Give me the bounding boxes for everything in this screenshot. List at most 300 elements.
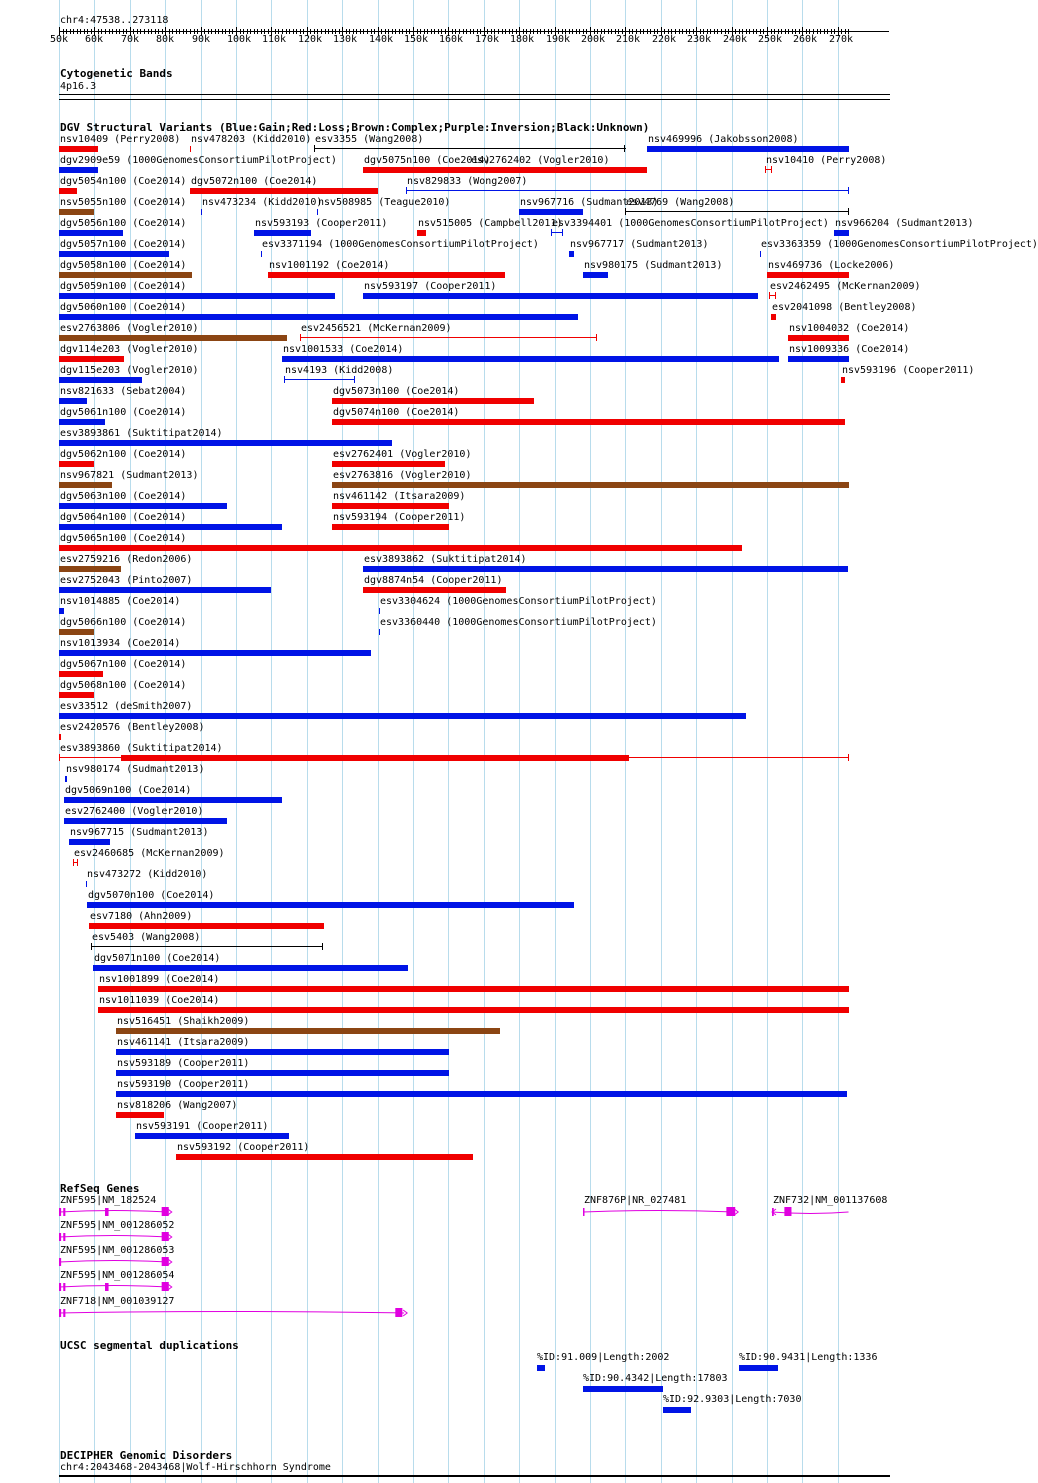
dgv-variant-bar[interactable] bbox=[87, 902, 574, 908]
dgv-variant-end-tick bbox=[624, 145, 625, 152]
dgv-variant-label[interactable]: nsv10410 (Perry2008) bbox=[766, 155, 887, 166]
dgv-variant-label[interactable]: nsv5055n100 (Coe2014) bbox=[60, 197, 187, 208]
dgv-variant-bar[interactable] bbox=[59, 503, 227, 509]
dgv-variant-label[interactable]: dgv5056n100 (Coe2014) bbox=[60, 218, 187, 229]
dgv-variant-bar[interactable] bbox=[116, 1091, 847, 1097]
ruler-minor-tick bbox=[399, 29, 400, 34]
dgv-variant-label[interactable]: nsv593189 (Cooper2011) bbox=[117, 1058, 250, 1069]
dgv-variant-bar[interactable] bbox=[583, 272, 608, 278]
segdup-label[interactable]: %ID:90.9431|Length:1336 bbox=[739, 1352, 878, 1363]
dgv-variant-label[interactable]: nsv469996 (Jakobsson2008) bbox=[648, 134, 799, 145]
ruler-minor-tick bbox=[296, 29, 297, 34]
ruler-minor-tick bbox=[293, 29, 294, 34]
dgv-variant-label[interactable]: dgv114e203 (Vogler2010) bbox=[60, 344, 199, 355]
dgv-variant-end-tick bbox=[91, 943, 92, 950]
ruler-tick-label: 230k bbox=[687, 34, 712, 45]
dgv-variant-tick[interactable] bbox=[760, 251, 761, 257]
ruler-minor-tick bbox=[466, 29, 467, 34]
dgv-variant-label[interactable]: nsv515005 (Campbell2011) bbox=[418, 218, 563, 229]
dgv-variant-tick[interactable] bbox=[261, 251, 262, 257]
dgv-variant-label[interactable]: esv2763806 (Vogler2010) bbox=[60, 323, 199, 334]
dgv-variant-bar[interactable] bbox=[332, 524, 449, 530]
ruler-tick-label: 270k bbox=[829, 34, 854, 45]
gene-model[interactable] bbox=[59, 1281, 175, 1293]
dgv-variant-bar[interactable] bbox=[59, 209, 94, 215]
dgv-variant-label[interactable]: nsv508985 (Teague2010) bbox=[318, 197, 451, 208]
dgv-variant-label[interactable]: esv3360440 (1000GenomesConsortiumPilotProject) bbox=[380, 617, 657, 628]
dgv-variant-bar[interactable] bbox=[788, 356, 849, 362]
gene-model[interactable] bbox=[59, 1231, 175, 1243]
ruler-minor-tick bbox=[817, 29, 818, 34]
dgv-variant-label[interactable]: dgv5061n100 (Coe2014) bbox=[60, 407, 187, 418]
dgv-variant-label[interactable]: esv2462495 (McKernan2009) bbox=[770, 281, 921, 292]
dgv-variant-tick[interactable] bbox=[317, 209, 318, 215]
ruler-tick-label: 70k bbox=[121, 34, 140, 45]
ruler-minor-tick bbox=[749, 29, 750, 34]
gene-label[interactable]: ZNF595|NM_001286053 bbox=[60, 1245, 175, 1256]
ruler-minor-tick bbox=[70, 29, 71, 34]
dgv-variant-label[interactable]: dgv5074n100 (Coe2014) bbox=[333, 407, 460, 418]
ruler-minor-tick bbox=[183, 29, 184, 34]
dgv-variant-label[interactable]: esv3893860 (Suktitipat2014) bbox=[60, 743, 223, 754]
dgv-variant-bar[interactable] bbox=[59, 419, 105, 425]
decipher-track-title: DECIPHER Genomic Disorders bbox=[60, 1449, 233, 1462]
ruler-tick-label: 260k bbox=[793, 34, 818, 45]
dgv-variant-bar[interactable] bbox=[363, 293, 758, 299]
dgv-variant-bar[interactable] bbox=[59, 650, 371, 656]
dgv-variant-bar[interactable] bbox=[254, 230, 311, 236]
dgv-variant-label[interactable]: nsv980174 (Sudmant2013) bbox=[66, 764, 205, 775]
ruler-minor-tick bbox=[820, 29, 821, 34]
segdup-label[interactable]: %ID:91.009|Length:2002 bbox=[537, 1352, 670, 1363]
dgv-variant-label[interactable]: nsv966204 (Sudmant2013) bbox=[835, 218, 974, 229]
dgv-variant-label[interactable]: esv2762402 (Vogler2010) bbox=[471, 155, 610, 166]
dgv-variant-label[interactable]: dgv5072n100 (Coe2014) bbox=[191, 176, 318, 187]
dgv-variant-end-tick bbox=[406, 187, 407, 194]
dgv-variant-label[interactable]: nsv593191 (Cooper2011) bbox=[136, 1121, 269, 1132]
dgv-variant-label[interactable]: dgv5065n100 (Coe2014) bbox=[60, 533, 187, 544]
dgv-variant-label[interactable]: esv3893862 (Suktitipat2014) bbox=[364, 554, 527, 565]
dgv-variant-tick[interactable] bbox=[86, 881, 87, 887]
ruler-minor-tick bbox=[643, 29, 644, 34]
dgv-variant-label[interactable]: esv4769 (Wang2008) bbox=[626, 197, 735, 208]
ruler-tick-label: 200k bbox=[581, 34, 606, 45]
dgv-variant-bar[interactable] bbox=[59, 461, 94, 467]
decipher-item-label[interactable]: chr4:2043468-2043468|Wolf-Hirschhorn Syndrome bbox=[60, 1462, 331, 1473]
dgv-variant-label[interactable]: dgv5068n100 (Coe2014) bbox=[60, 680, 187, 691]
ruler-minor-tick bbox=[788, 29, 789, 34]
ruler-tick-label: 140k bbox=[369, 34, 394, 45]
cytoband-separator-top bbox=[59, 94, 890, 95]
dgv-variant-label[interactable]: nsv473234 (Kidd2010) bbox=[202, 197, 323, 208]
dgv-variant-bar[interactable] bbox=[59, 146, 98, 152]
dgv-variant-label[interactable]: nsv461142 (Itsara2009) bbox=[333, 491, 466, 502]
dgv-track-title: DGV Structural Variants (Blue:Gain;Red:Loss;Brown:Complex;Purple:Inversion;Black:Unknown) bbox=[60, 121, 650, 134]
dgv-variant-label[interactable]: nsv967821 (Sudmant2013) bbox=[60, 470, 199, 481]
dgv-variant-bar[interactable] bbox=[59, 167, 98, 173]
dgv-variant-bar[interactable] bbox=[190, 188, 378, 194]
dgv-variant-bar[interactable] bbox=[98, 986, 849, 992]
dgv-variant-label[interactable]: nsv1009336 (Coe2014) bbox=[789, 344, 910, 355]
gene-label[interactable]: ZNF876P|NR_027481 bbox=[584, 1195, 687, 1206]
dgv-variant-bar[interactable] bbox=[65, 776, 67, 782]
dgv-variant-bar[interactable] bbox=[59, 356, 124, 362]
ruler-minor-tick bbox=[640, 29, 641, 34]
dgv-variant-bar[interactable] bbox=[59, 608, 64, 614]
dgv-variant-bar[interactable] bbox=[332, 461, 445, 467]
ruler-tick-label: 90k bbox=[192, 34, 211, 45]
ruler-minor-tick bbox=[679, 29, 680, 34]
dgv-variant-label[interactable]: nsv473272 (Kidd2010) bbox=[87, 869, 208, 880]
dgv-variant-tick[interactable] bbox=[379, 608, 380, 614]
segdup-bar[interactable] bbox=[583, 1386, 663, 1392]
ruler-minor-tick bbox=[470, 29, 471, 34]
dgv-variant-label[interactable]: nsv1011039 (Coe2014) bbox=[99, 995, 220, 1006]
dgv-variant-bar[interactable] bbox=[116, 1028, 500, 1034]
dgv-variant-label[interactable]: dgv5069n100 (Coe2014) bbox=[65, 785, 192, 796]
dgv-variant-interval[interactable] bbox=[300, 337, 597, 338]
dgv-variant-label[interactable]: nsv593192 (Cooper2011) bbox=[177, 1142, 310, 1153]
dgv-variant-label[interactable]: nsv980175 (Sudmant2013) bbox=[584, 260, 723, 271]
dgv-variant-label[interactable]: dgv5064n100 (Coe2014) bbox=[60, 512, 187, 523]
ruler-minor-tick bbox=[463, 29, 464, 34]
dgv-variant-bar[interactable] bbox=[89, 923, 324, 929]
dgv-variant-bar[interactable] bbox=[332, 503, 449, 509]
ruler-minor-tick bbox=[218, 29, 219, 34]
dgv-variant-bar[interactable] bbox=[59, 671, 103, 677]
dgv-variant-bar[interactable] bbox=[59, 566, 121, 572]
dgv-variant-label[interactable]: nsv593197 (Cooper2011) bbox=[364, 281, 497, 292]
dgv-variant-label[interactable]: dgv5075n100 (Coe2014) bbox=[364, 155, 491, 166]
gene-model[interactable] bbox=[59, 1256, 175, 1268]
gridline bbox=[201, 0, 202, 1483]
dgv-variant-bar[interactable] bbox=[59, 398, 87, 404]
ruler-tick-label: 240k bbox=[723, 34, 748, 45]
dgv-variant-bar[interactable] bbox=[470, 167, 647, 173]
dgv-variant-bar[interactable] bbox=[176, 1154, 473, 1160]
dgv-variant-bar[interactable] bbox=[59, 545, 742, 551]
dgv-variant-bar[interactable] bbox=[282, 356, 779, 362]
dgv-variant-label[interactable]: esv3371194 (1000GenomesConsortiumPilotProject) bbox=[262, 239, 539, 250]
refseq-track-title: RefSeq Genes bbox=[60, 1182, 140, 1195]
segdup-label[interactable]: %ID:90.4342|Length:17803 bbox=[583, 1373, 728, 1384]
gene-model[interactable] bbox=[583, 1206, 742, 1218]
segdup-label[interactable]: %ID:92.9303|Length:7030 bbox=[663, 1394, 802, 1405]
gene-exon bbox=[395, 1308, 402, 1317]
segdup-track-title: UCSC segmental duplications bbox=[60, 1339, 239, 1352]
dgv-variant-bar[interactable] bbox=[771, 314, 776, 320]
ruler-minor-tick bbox=[186, 29, 187, 34]
ruler-minor-tick bbox=[579, 29, 580, 34]
dgv-variant-bar[interactable] bbox=[93, 965, 408, 971]
dgv-variant-label[interactable]: nsv469736 (Locke2006) bbox=[768, 260, 895, 271]
dgv-variant-label[interactable]: esv2456521 (McKernan2009) bbox=[301, 323, 452, 334]
dgv-variant-label[interactable]: nsv593190 (Cooper2011) bbox=[117, 1079, 250, 1090]
dgv-variant-label[interactable]: esv2041098 (Bentley2008) bbox=[772, 302, 917, 313]
dgv-variant-label[interactable]: esv2460685 (McKernan2009) bbox=[74, 848, 225, 859]
ruler-minor-tick bbox=[116, 29, 117, 34]
dgv-variant-label[interactable]: nsv4193 (Kidd2008) bbox=[285, 365, 394, 376]
ruler-position-label: chr4:47538..273118 bbox=[60, 15, 169, 26]
dgv-variant-bar[interactable] bbox=[64, 818, 227, 824]
dgv-variant-bar[interactable] bbox=[841, 377, 845, 383]
gene-model[interactable] bbox=[59, 1206, 175, 1218]
dgv-variant-label[interactable]: esv3363359 (1000GenomesConsortiumPilotProject) bbox=[761, 239, 1038, 250]
gene-label[interactable]: ZNF718|NM_001039127 bbox=[60, 1296, 175, 1307]
dgv-variant-bar[interactable] bbox=[59, 692, 94, 698]
dgv-variant-end-tick bbox=[59, 754, 60, 761]
ruler-tick-label: 110k bbox=[262, 34, 287, 45]
dgv-variant-label[interactable]: nsv829833 (Wong2007) bbox=[407, 176, 528, 187]
dgv-variant-bar[interactable] bbox=[116, 1049, 449, 1055]
dgv-variant-bar[interactable] bbox=[569, 251, 574, 257]
cytoband-track-title: Cytogenetic Bands bbox=[60, 67, 173, 80]
dgv-variant-bar[interactable] bbox=[59, 377, 142, 383]
ruler-tick-label: 190k bbox=[546, 34, 571, 45]
dgv-variant-end-tick bbox=[551, 229, 552, 236]
dgv-variant-label[interactable]: esv2762401 (Vogler2010) bbox=[333, 449, 472, 460]
dgv-variant-label[interactable]: esv2420576 (Bentley2008) bbox=[60, 722, 205, 733]
ruler-minor-tick bbox=[721, 29, 722, 34]
dgv-variant-bar[interactable] bbox=[332, 419, 845, 425]
dgv-variant-bar[interactable] bbox=[417, 230, 426, 236]
ruler-tick-label: 170k bbox=[475, 34, 500, 45]
ruler-minor-tick bbox=[540, 29, 541, 34]
segdup-bar[interactable] bbox=[663, 1407, 691, 1413]
dgv-variant-bar[interactable] bbox=[788, 335, 849, 341]
dgv-variant-bar[interactable] bbox=[363, 167, 483, 173]
dgv-variant-label[interactable]: nsv10409 (Perry2008) bbox=[60, 134, 181, 145]
gene-label[interactable]: ZNF595|NM_182524 bbox=[60, 1195, 157, 1206]
dgv-variant-bar[interactable] bbox=[64, 797, 282, 803]
dgv-variant-line[interactable] bbox=[314, 148, 626, 149]
segdup-bar[interactable] bbox=[537, 1365, 545, 1371]
ruler-tick-label: 180k bbox=[510, 34, 535, 45]
dgv-variant-bar[interactable] bbox=[59, 734, 61, 740]
ruler-tick-label: 250k bbox=[758, 34, 783, 45]
ruler-minor-tick bbox=[431, 29, 432, 34]
dgv-variant-bar[interactable] bbox=[268, 272, 505, 278]
ruler-tick-label: 130k bbox=[333, 34, 358, 45]
dgv-variant-label[interactable]: nsv593193 (Cooper2011) bbox=[255, 218, 388, 229]
dgv-variant-bar[interactable] bbox=[59, 629, 94, 635]
dgv-variant-label[interactable]: esv2763816 (Vogler2010) bbox=[333, 470, 472, 481]
dgv-variant-end-tick bbox=[77, 859, 78, 866]
dgv-variant-label[interactable]: dgv5070n100 (Coe2014) bbox=[88, 890, 215, 901]
decipher-feature-bar[interactable] bbox=[59, 1475, 890, 1477]
dgv-variant-bar[interactable] bbox=[116, 1112, 164, 1118]
dgv-variant-bar[interactable] bbox=[363, 566, 848, 572]
ruler-minor-tick bbox=[119, 29, 120, 34]
gene-model[interactable] bbox=[59, 1307, 411, 1319]
dgv-variant-tick[interactable] bbox=[190, 146, 191, 152]
dgv-variant-label[interactable]: esv3394401 (1000GenomesConsortiumPilotProject) bbox=[552, 218, 829, 229]
dgv-variant-bar[interactable] bbox=[767, 272, 849, 278]
ruler-minor-tick bbox=[325, 29, 326, 34]
ruler-minor-tick bbox=[367, 29, 368, 34]
dgv-variant-label[interactable]: esv3893861 (Suktitipat2014) bbox=[60, 428, 223, 439]
dgv-variant-bar[interactable] bbox=[59, 251, 169, 257]
gene-exon bbox=[63, 1283, 65, 1291]
dgv-variant-label[interactable]: nsv516451 (Shaikh2009) bbox=[117, 1016, 250, 1027]
ruler-minor-tick bbox=[109, 29, 110, 34]
dgv-variant-interval[interactable] bbox=[284, 379, 355, 380]
ruler-minor-tick bbox=[608, 29, 609, 34]
dgv-variant-end-tick bbox=[284, 376, 285, 383]
dgv-variant-label[interactable]: dgv5071n100 (Coe2014) bbox=[94, 953, 221, 964]
dgv-variant-label[interactable]: esv3304624 (1000GenomesConsortiumPilotProject) bbox=[380, 596, 657, 607]
ruler-minor-tick bbox=[286, 29, 287, 34]
dgv-variant-end-tick bbox=[769, 292, 770, 299]
gene-model[interactable] bbox=[772, 1206, 855, 1218]
dgv-variant-label[interactable]: nsv593196 (Cooper2011) bbox=[842, 365, 975, 376]
dgv-variant-interval[interactable] bbox=[91, 946, 323, 947]
ruler-minor-tick bbox=[254, 29, 255, 34]
ruler-minor-tick bbox=[140, 29, 141, 34]
ruler-minor-tick bbox=[105, 29, 106, 34]
ruler-minor-tick bbox=[80, 29, 81, 34]
dgv-variant-label[interactable]: esv2752043 (Pinto2007) bbox=[60, 575, 193, 586]
gene-exon bbox=[59, 1258, 61, 1266]
gene-intron-line bbox=[59, 1286, 169, 1288]
cytoband-separator-bottom bbox=[59, 99, 890, 100]
dgv-variant-label[interactable]: dgv5066n100 (Coe2014) bbox=[60, 617, 187, 628]
dgv-variant-label[interactable]: nsv1001533 (Coe2014) bbox=[283, 344, 404, 355]
dgv-variant-label[interactable]: dgv5060n100 (Coe2014) bbox=[60, 302, 187, 313]
dgv-variant-label[interactable]: nsv818206 (Wang2007) bbox=[117, 1100, 238, 1111]
ruler-tick-label: 210k bbox=[616, 34, 641, 45]
dgv-variant-label[interactable]: nsv593194 (Cooper2011) bbox=[333, 512, 466, 523]
gene-label[interactable]: ZNF595|NM_001286052 bbox=[60, 1220, 175, 1231]
ruler-minor-tick bbox=[179, 29, 180, 34]
dgv-variant-bar[interactable] bbox=[59, 713, 746, 719]
dgv-variant-tick[interactable] bbox=[201, 209, 202, 215]
dgv-variant-line[interactable] bbox=[625, 211, 848, 212]
dgv-variant-bar[interactable] bbox=[519, 209, 583, 215]
dgv-variant-label[interactable]: dgv5062n100 (Coe2014) bbox=[60, 449, 187, 460]
dgv-variant-tick[interactable] bbox=[379, 629, 380, 635]
dgv-variant-label[interactable]: nsv967715 (Sudmant2013) bbox=[70, 827, 209, 838]
dgv-variant-bar[interactable] bbox=[59, 272, 192, 278]
dgv-variant-label[interactable]: dgv5067n100 (Coe2014) bbox=[60, 659, 187, 670]
gene-label[interactable]: ZNF732|NM_001137608 bbox=[773, 1195, 888, 1206]
ruler-minor-tick bbox=[576, 29, 577, 34]
dgv-variant-label[interactable]: nsv461141 (Itsara2009) bbox=[117, 1037, 250, 1048]
ruler-minor-tick bbox=[402, 29, 403, 34]
dgv-variant-label[interactable]: nsv1001192 (Coe2014) bbox=[269, 260, 390, 271]
dgv-variant-label[interactable]: dgv8874n54 (Cooper2011) bbox=[364, 575, 503, 586]
dgv-variant-bar[interactable] bbox=[59, 440, 392, 446]
dgv-variant-label[interactable]: dgv5057n100 (Coe2014) bbox=[60, 239, 187, 250]
ruler-minor-tick bbox=[73, 29, 74, 34]
gene-exon bbox=[63, 1309, 65, 1317]
dgv-variant-label[interactable]: dgv2909e59 (1000GenomesConsortiumPilotProject) bbox=[60, 155, 337, 166]
dgv-variant-bar[interactable] bbox=[834, 230, 849, 236]
ruler-minor-tick bbox=[611, 29, 612, 34]
ruler-minor-tick bbox=[215, 29, 216, 34]
ruler-minor-tick bbox=[717, 29, 718, 34]
dgv-variant-bar[interactable] bbox=[59, 524, 282, 530]
dgv-variant-bar[interactable] bbox=[59, 293, 335, 299]
dgv-variant-label[interactable]: dgv115e203 (Vogler2010) bbox=[60, 365, 199, 376]
gridline bbox=[413, 0, 414, 1483]
dgv-variant-bar[interactable] bbox=[332, 482, 849, 488]
dgv-variant-bar[interactable] bbox=[59, 482, 112, 488]
dgv-variant-label[interactable]: nsv1014885 (Coe2014) bbox=[60, 596, 181, 607]
dgv-variant-label[interactable]: dgv5058n100 (Coe2014) bbox=[60, 260, 187, 271]
gene-intron-line bbox=[59, 1236, 169, 1238]
dgv-variant-label[interactable]: dgv5063n100 (Coe2014) bbox=[60, 491, 187, 502]
ruler-minor-tick bbox=[176, 29, 177, 34]
ruler-minor-tick bbox=[544, 29, 545, 34]
segdup-bar[interactable] bbox=[739, 1365, 778, 1371]
ruler-tick-label: 120k bbox=[298, 34, 323, 45]
ruler-minor-tick bbox=[714, 29, 715, 34]
dgv-variant-label[interactable]: nsv478203 (Kidd2010) bbox=[191, 134, 312, 145]
dgv-variant-bar[interactable] bbox=[332, 398, 534, 404]
gene-exon bbox=[162, 1207, 169, 1216]
gene-label[interactable]: ZNF595|NM_001286054 bbox=[60, 1270, 175, 1281]
dgv-variant-label[interactable]: nsv967717 (Sudmant2013) bbox=[570, 239, 709, 250]
dgv-variant-label[interactable]: nsv821633 (Sebat2004) bbox=[60, 386, 187, 397]
dgv-variant-label[interactable]: nsv967716 (Sudmant2013) bbox=[520, 197, 659, 208]
dgv-variant-label[interactable]: esv7180 (Ahn2009) bbox=[90, 911, 193, 922]
cytoband-label: 4p16.3 bbox=[60, 81, 97, 92]
dgv-variant-bar[interactable] bbox=[59, 230, 123, 236]
dgv-variant-label[interactable]: esv2759216 (Redon2006) bbox=[60, 554, 193, 565]
dgv-variant-label[interactable]: esv5403 (Wang2008) bbox=[92, 932, 201, 943]
gene-exon bbox=[59, 1208, 61, 1216]
gene-exon bbox=[162, 1257, 169, 1266]
dgv-variant-bar[interactable] bbox=[59, 188, 77, 194]
ruler-minor-tick bbox=[190, 29, 191, 34]
dgv-variant-label[interactable]: esv33512 (deSmith2007) bbox=[60, 701, 193, 712]
dgv-variant-end-tick bbox=[848, 754, 849, 761]
dgv-variant-label[interactable]: esv2762400 (Vogler2010) bbox=[65, 806, 204, 817]
dgv-variant-bar[interactable] bbox=[135, 1133, 289, 1139]
dgv-variant-label[interactable]: dgv5059n100 (Coe2014) bbox=[60, 281, 187, 292]
dgv-variant-label[interactable]: nsv1004032 (Coe2014) bbox=[789, 323, 910, 334]
dgv-variant-bar[interactable] bbox=[59, 314, 578, 320]
dgv-variant-bar[interactable] bbox=[59, 335, 287, 341]
ruler-minor-tick bbox=[785, 29, 786, 34]
ruler-minor-tick bbox=[650, 29, 651, 34]
gene-exon bbox=[59, 1309, 61, 1317]
ruler-minor-tick bbox=[363, 29, 364, 34]
gene-exon bbox=[63, 1208, 65, 1216]
dgv-variant-end-tick bbox=[322, 943, 323, 950]
dgv-variant-bar[interactable] bbox=[59, 587, 271, 593]
ruler-minor-tick bbox=[144, 29, 145, 34]
dgv-variant-bar[interactable] bbox=[647, 146, 849, 152]
dgv-variant-label[interactable]: nsv1013934 (Coe2014) bbox=[60, 638, 181, 649]
ruler-minor-tick bbox=[257, 29, 258, 34]
ruler-tick-label: 80k bbox=[156, 34, 175, 45]
dgv-variant-bar[interactable] bbox=[98, 1007, 849, 1013]
dgv-variant-label[interactable]: nsv1001899 (Coe2014) bbox=[99, 974, 220, 985]
dgv-variant-bar[interactable] bbox=[116, 1070, 449, 1076]
ruler-minor-tick bbox=[572, 29, 573, 34]
dgv-variant-label[interactable]: dgv5054n100 (Coe2014) bbox=[60, 176, 187, 187]
dgv-variant-bar[interactable] bbox=[121, 755, 629, 761]
dgv-variant-line[interactable] bbox=[406, 190, 849, 191]
dgv-variant-bar[interactable] bbox=[363, 587, 506, 593]
ruler-minor-tick bbox=[647, 29, 648, 34]
dgv-variant-label[interactable]: dgv5073n100 (Coe2014) bbox=[333, 386, 460, 397]
dgv-variant-bar[interactable] bbox=[69, 839, 110, 845]
dgv-variant-label[interactable]: esv3355 (Wang2008) bbox=[315, 134, 424, 145]
ruler-minor-tick bbox=[225, 29, 226, 34]
